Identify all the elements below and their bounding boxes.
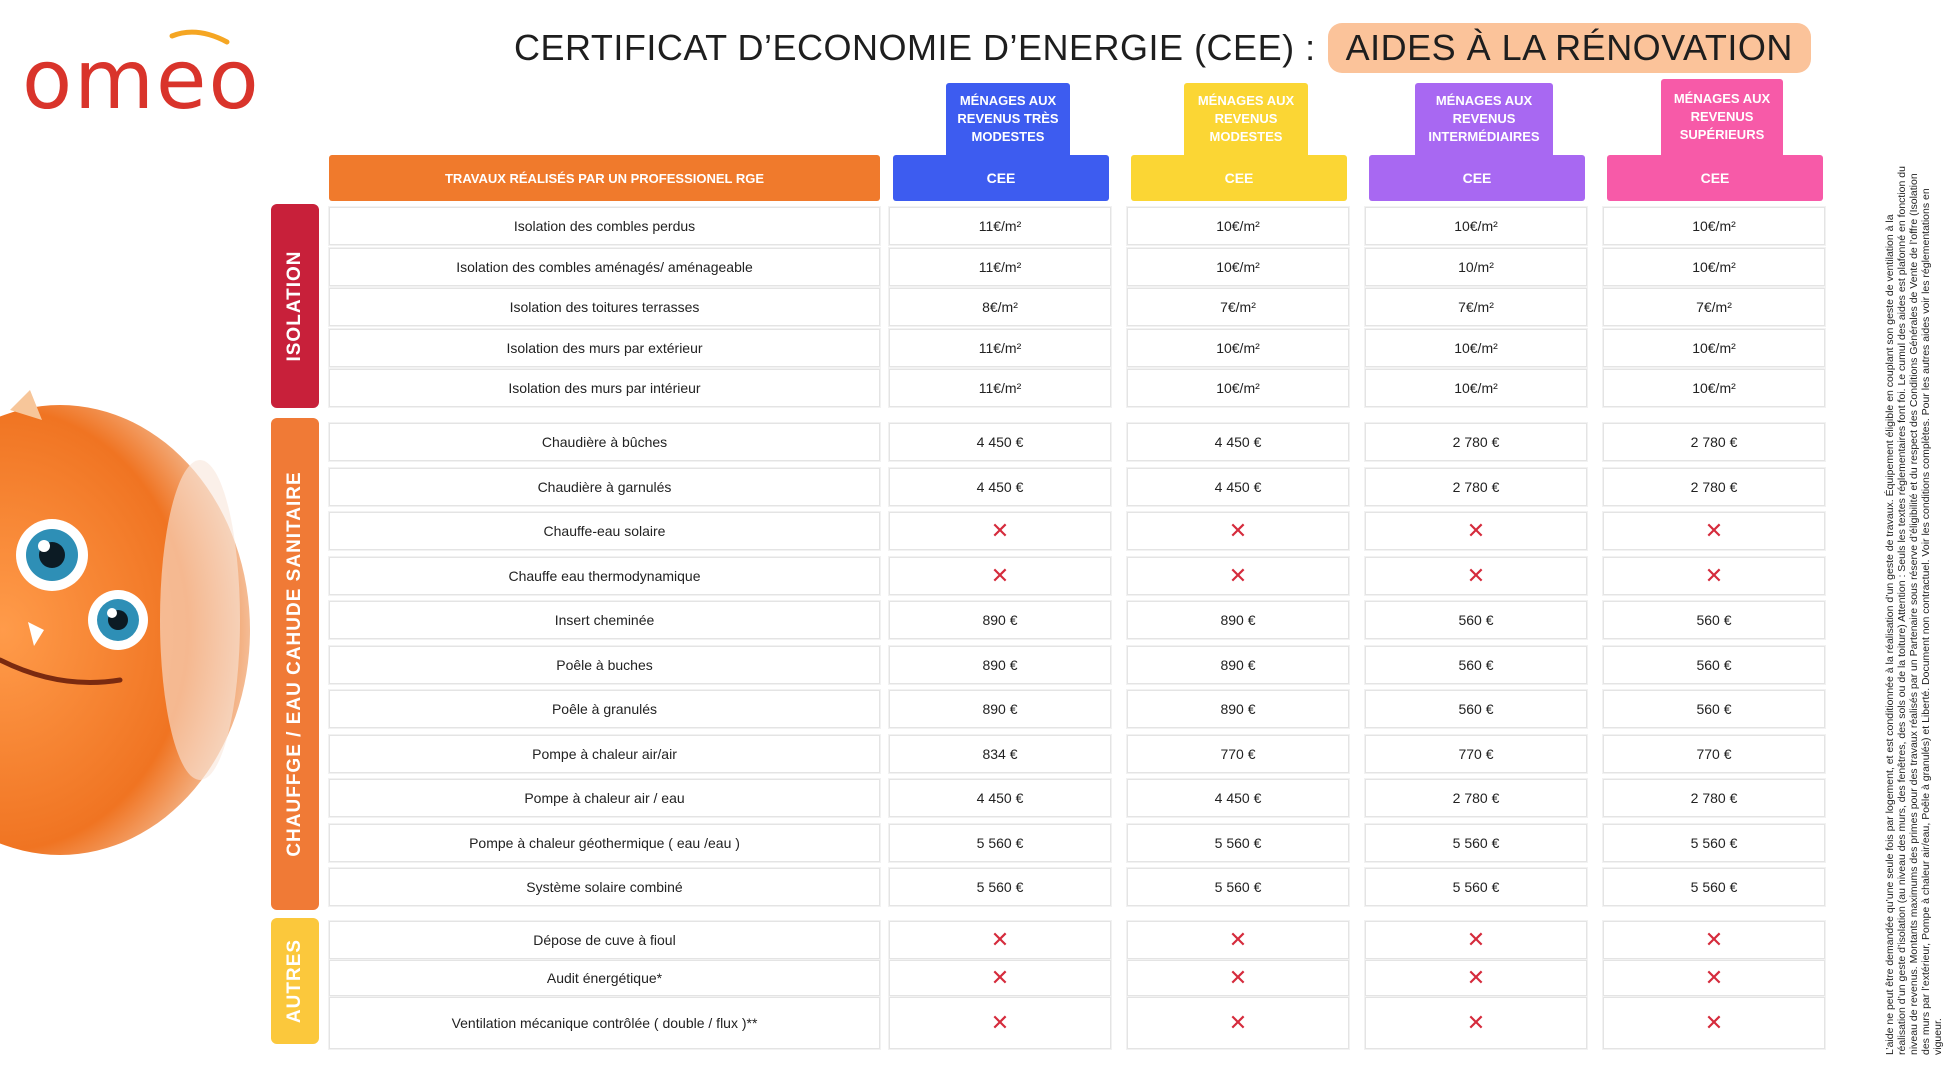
orange-fluffy-monster-icon: [0, 390, 260, 870]
row-label: Pompe à chaleur air/air: [329, 735, 880, 773]
not-eligible-icon: ✕: [1603, 512, 1825, 550]
not-eligible-icon: ✕: [1365, 997, 1587, 1049]
row-label: Isolation des combles aménagés/ aménageable: [329, 248, 880, 286]
section-band-2: [271, 418, 319, 910]
not-eligible-icon: ✕: [1365, 960, 1587, 996]
value-cell: 770 €: [1365, 735, 1587, 773]
not-eligible-icon: ✕: [1603, 921, 1825, 959]
value-cell: 10€/m²: [1127, 329, 1349, 367]
value-cell: 4 450 €: [889, 779, 1111, 817]
value-cell: 2 780 €: [1365, 779, 1587, 817]
value-cell: 11€/m²: [889, 369, 1111, 407]
value-cell: 560 €: [1603, 601, 1825, 639]
value-cell: 5 560 €: [1603, 868, 1825, 906]
value-cell: 10€/m²: [1365, 369, 1587, 407]
value-cell: 11€/m²: [889, 207, 1111, 245]
row-label: Audit énergétique*: [329, 960, 880, 996]
not-eligible-icon: ✕: [1603, 997, 1825, 1049]
section-label: ISOLATION: [284, 250, 305, 362]
value-cell: 11€/m²: [889, 248, 1111, 286]
value-cell: 10€/m²: [1603, 369, 1825, 407]
not-eligible-icon: ✕: [1603, 557, 1825, 595]
value-cell: 560 €: [1365, 601, 1587, 639]
not-eligible-icon: ✕: [889, 960, 1111, 996]
cee-header-1: CEE: [893, 155, 1109, 201]
row-label: Isolation des murs par intérieur: [329, 369, 880, 407]
row-label: Pompe à chaleur géothermique ( eau /eau ): [329, 824, 880, 862]
value-cell: 560 €: [1603, 690, 1825, 728]
omeo-logo: [22, 28, 322, 128]
column-header-4: MÉNAGES AUX REVENUS SUPÉRIEURS: [1661, 79, 1783, 155]
value-cell: 10/m²: [1365, 248, 1587, 286]
page-title: [514, 20, 1811, 76]
row-label: Pompe à chaleur air / eau: [329, 779, 880, 817]
value-cell: 7€/m²: [1603, 288, 1825, 326]
value-cell: 10€/m²: [1365, 207, 1587, 245]
value-cell: 890 €: [889, 690, 1111, 728]
value-cell: 890 €: [1127, 646, 1349, 684]
value-cell: 5 560 €: [1127, 824, 1349, 862]
value-cell: 2 780 €: [1603, 779, 1825, 817]
value-cell: 560 €: [1365, 690, 1587, 728]
row-label: Chaudière à garnulés: [329, 468, 880, 506]
footnote: [1848, 165, 1944, 1055]
row-label: Isolation des combles perdus: [329, 207, 880, 245]
value-cell: 10€/m²: [1127, 369, 1349, 407]
value-cell: 5 560 €: [1603, 824, 1825, 862]
title-highlight: AIDES À LA RÉNOVATION: [1328, 23, 1811, 73]
value-cell: 4 450 €: [889, 468, 1111, 506]
value-cell: 770 €: [1603, 735, 1825, 773]
value-cell: 7€/m²: [1365, 288, 1587, 326]
not-eligible-icon: ✕: [1127, 557, 1349, 595]
value-cell: 4 450 €: [889, 423, 1111, 461]
value-cell: 10€/m²: [1127, 207, 1349, 245]
value-cell: 890 €: [889, 646, 1111, 684]
row-label: Dépose de cuve à fioul: [329, 921, 880, 959]
value-cell: 11€/m²: [889, 329, 1111, 367]
row-label: Insert cheminée: [329, 601, 880, 639]
column-header-2: MÉNAGES AUX REVENUS MODESTES: [1184, 83, 1308, 155]
row-label: Isolation des toitures terrasses: [329, 288, 880, 326]
cee-header-4: CEE: [1607, 155, 1823, 201]
not-eligible-icon: ✕: [1603, 960, 1825, 996]
row-label: Chauffe-eau solaire: [329, 512, 880, 550]
value-cell: 4 450 €: [1127, 779, 1349, 817]
value-cell: 10€/m²: [1365, 329, 1587, 367]
not-eligible-icon: ✕: [1365, 921, 1587, 959]
value-cell: 5 560 €: [889, 868, 1111, 906]
work-header: TRAVAUX RÉALISÉS PAR UN PROFESSIONEL RGE: [329, 155, 880, 201]
not-eligible-icon: ✕: [889, 921, 1111, 959]
value-cell: 2 780 €: [1365, 468, 1587, 506]
section-band-3: [271, 918, 319, 1044]
section-band-1: [271, 204, 319, 408]
row-label: Chaudière à bûches: [329, 423, 880, 461]
value-cell: 10€/m²: [1603, 248, 1825, 286]
column-header-1: MÉNAGES AUX REVENUS TRÈS MODESTES: [946, 83, 1070, 155]
value-cell: 2 780 €: [1603, 468, 1825, 506]
value-cell: 770 €: [1127, 735, 1349, 773]
value-cell: 10€/m²: [1603, 329, 1825, 367]
value-cell: 5 560 €: [1365, 824, 1587, 862]
section-label: AUTRES: [284, 938, 305, 1024]
footnote-text: L’aide ne peut être demandée qu’une seule fois par logement, et est conditionnée à la réalisation d’un geste de travaux. Équipement éligible en couplant son geste de ventilation à la réalisation d’un geste d’isolation (au niveau des murs, des fenêtres, des sols ou de la toiture) Attention : Seuls les textes réglementaires font foi. Le cumul des aides est plafonné en fonction du niveau de revenus. Montants maximums des primes pour des travaux réalisés par un Partenaire sous réserve d’éligibilité et du respect des Conditions Générales de Vente de l’offre (Isolation des murs par l’extérieur, Pompe à chaleur air/eau, Poêle à granulés) et Liberté. Document non contractuel. Voir les conditions complètes. Pour les autres aides voir les réglementations en vigueur.: [1884, 166, 1944, 1055]
not-eligible-icon: ✕: [1365, 557, 1587, 595]
row-label: Ventilation mécanique contrôlée ( double / flux )**: [329, 997, 880, 1049]
not-eligible-icon: ✕: [1365, 512, 1587, 550]
value-cell: 560 €: [1603, 646, 1825, 684]
row-label: Chauffe eau thermodynamique: [329, 557, 880, 595]
value-cell: 890 €: [1127, 690, 1349, 728]
section-label: CHAUFFGE / EAU CAHUDE SANITAIRE: [284, 471, 305, 857]
value-cell: 890 €: [889, 601, 1111, 639]
cee-header-3: CEE: [1369, 155, 1585, 201]
not-eligible-icon: ✕: [889, 557, 1111, 595]
not-eligible-icon: ✕: [1127, 512, 1349, 550]
value-cell: 4 450 €: [1127, 423, 1349, 461]
column-header-3: MÉNAGES AUX REVENUS INTERMÉDIAIRES: [1415, 83, 1553, 155]
value-cell: 2 780 €: [1603, 423, 1825, 461]
value-cell: 10€/m²: [1127, 248, 1349, 286]
value-cell: 560 €: [1365, 646, 1587, 684]
not-eligible-icon: ✕: [889, 997, 1111, 1049]
value-cell: 2 780 €: [1365, 423, 1587, 461]
not-eligible-icon: ✕: [889, 512, 1111, 550]
value-cell: 7€/m²: [1127, 288, 1349, 326]
not-eligible-icon: ✕: [1127, 997, 1349, 1049]
title-main: CERTIFICAT D’ECONOMIE D’ENERGIE (CEE) :: [514, 27, 1316, 68]
not-eligible-icon: ✕: [1127, 921, 1349, 959]
row-label: Isolation des murs par extérieur: [329, 329, 880, 367]
value-cell: 890 €: [1127, 601, 1349, 639]
row-label: Système solaire combiné: [329, 868, 880, 906]
value-cell: 5 560 €: [889, 824, 1111, 862]
row-label: Poêle à buches: [329, 646, 880, 684]
logo-text: omeo: [22, 33, 261, 128]
row-label: Poêle à granulés: [329, 690, 880, 728]
value-cell: 4 450 €: [1127, 468, 1349, 506]
value-cell: 5 560 €: [1365, 868, 1587, 906]
value-cell: 10€/m²: [1603, 207, 1825, 245]
cee-header-2: CEE: [1131, 155, 1347, 201]
not-eligible-icon: ✕: [1127, 960, 1349, 996]
value-cell: 8€/m²: [889, 288, 1111, 326]
value-cell: 5 560 €: [1127, 868, 1349, 906]
value-cell: 834 €: [889, 735, 1111, 773]
